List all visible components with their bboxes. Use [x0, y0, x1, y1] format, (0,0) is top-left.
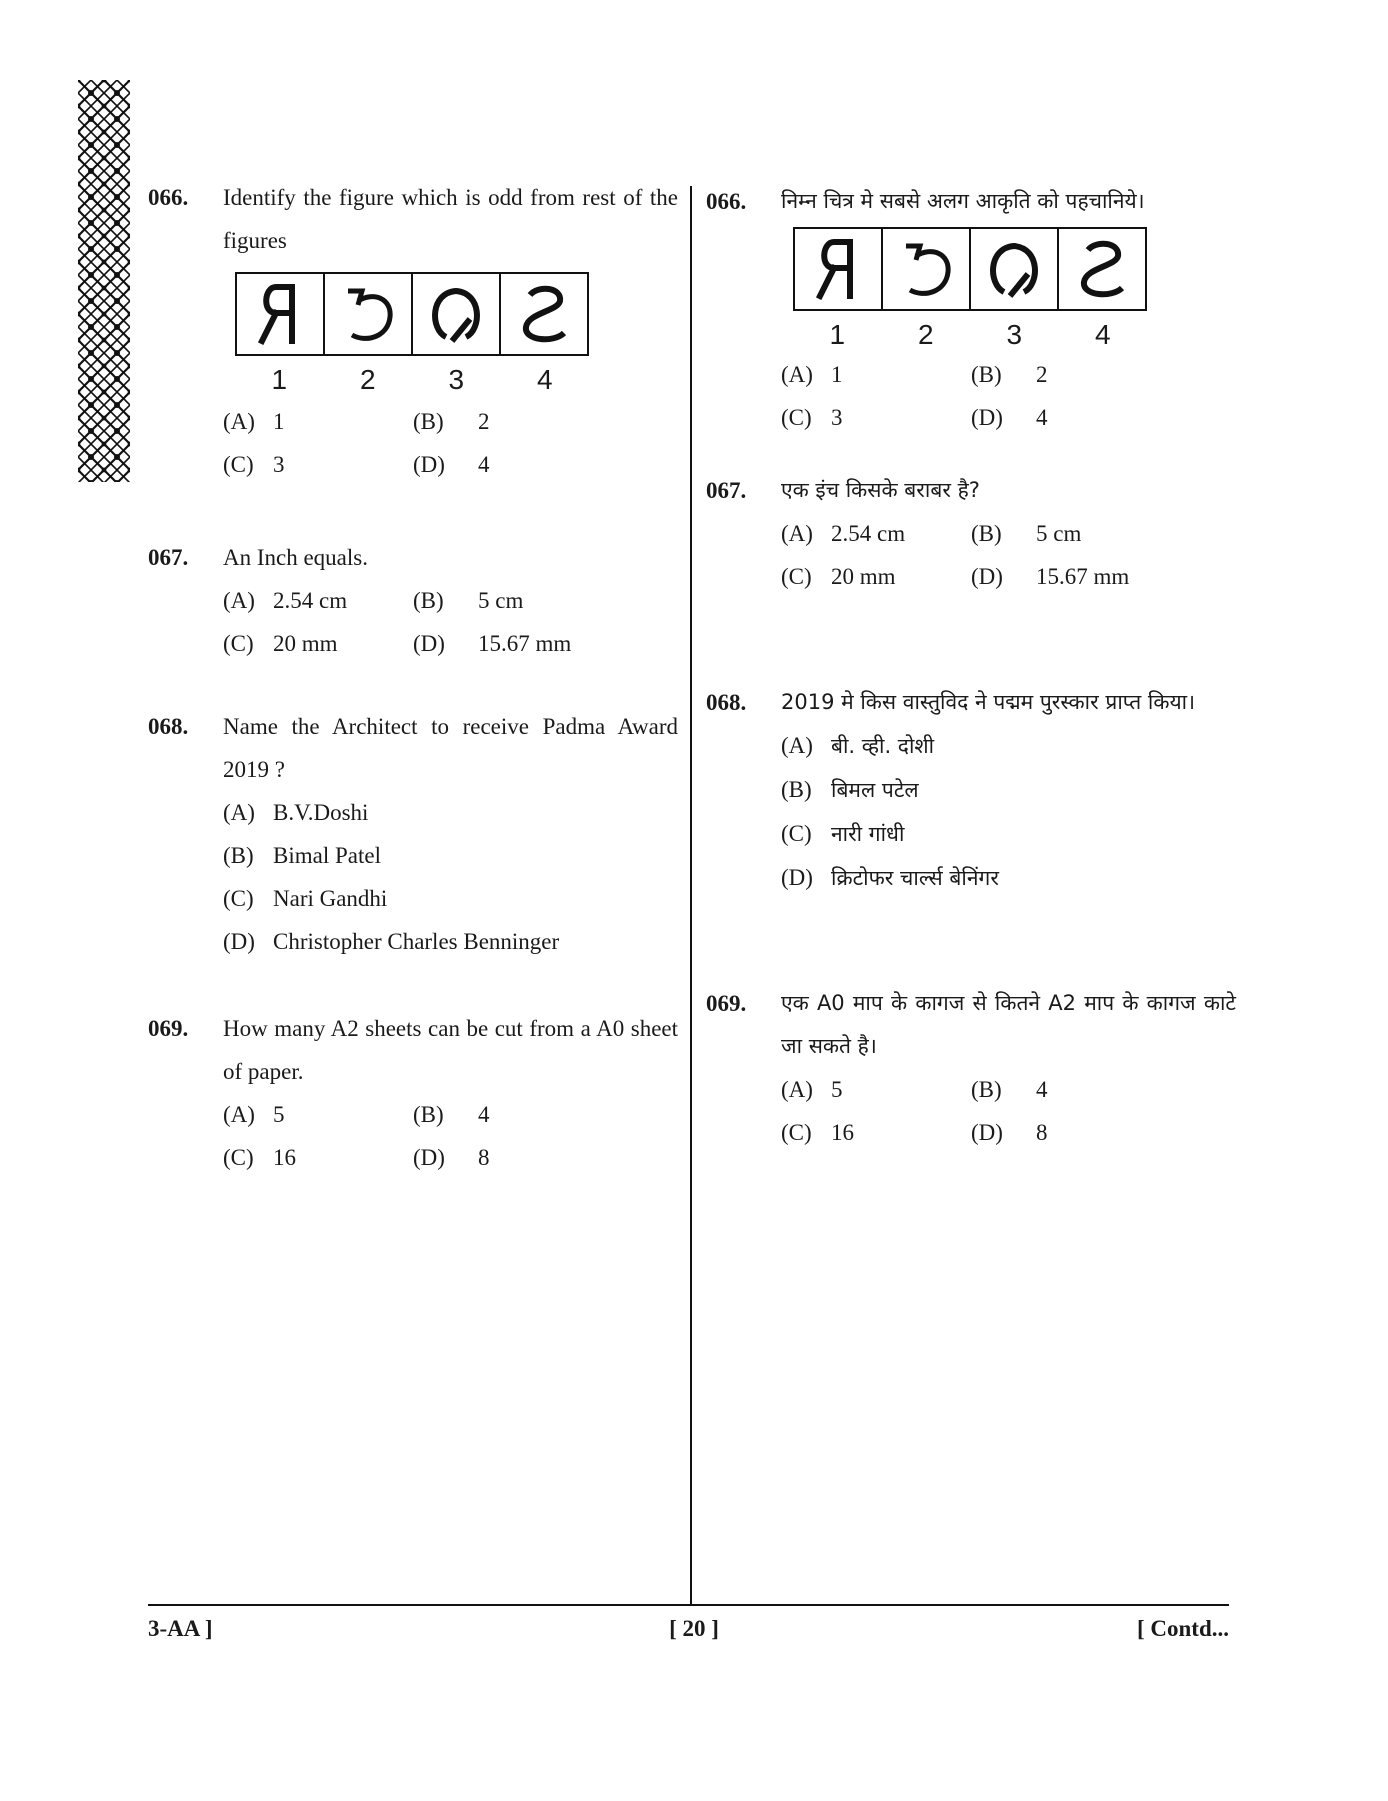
- figure-label-3: 3: [448, 364, 465, 395]
- question-069-hi: [706, 982, 1236, 1154]
- option-c[interactable]: (C) 3: [223, 452, 285, 477]
- option-b[interactable]: (B) 2: [413, 409, 490, 434]
- option-a[interactable]: (A) 1: [781, 362, 843, 387]
- option-d[interactable]: (D) 15.67 mm: [971, 564, 1130, 589]
- hindi-column: [706, 176, 1236, 1154]
- question-text: एक इंच किसके बराबर है?: [781, 478, 980, 502]
- question-text: How many A2 sheets can be cut from a A0 sheet of paper.: [223, 1016, 678, 1084]
- figure-label-4: 4: [1094, 319, 1111, 350]
- option-a[interactable]: (A) बी. व्ही. दोशी: [781, 733, 935, 758]
- option-c[interactable]: (C) Nari Gandhi: [223, 886, 388, 911]
- option-b[interactable]: (B) 4: [413, 1102, 490, 1127]
- curl-glyph-icon: [896, 238, 956, 300]
- option-b[interactable]: (B) 4: [971, 1077, 1048, 1102]
- question-067-en: [148, 536, 678, 665]
- paper-code: 3-AA ]: [148, 1616, 213, 1641]
- figure-cell-3: [413, 274, 501, 354]
- decorative-border-pattern: [78, 80, 130, 482]
- question-number: 066.: [148, 185, 189, 210]
- option-a[interactable]: (A) 2.54 cm: [781, 521, 906, 546]
- option-c[interactable]: (C) 3: [781, 405, 843, 430]
- option-a[interactable]: (A) 5: [781, 1077, 843, 1102]
- reversed-r-glyph-icon: [808, 238, 868, 300]
- option-a[interactable]: (A) B.V.Doshi: [223, 800, 369, 825]
- s-glyph-icon: [1072, 238, 1132, 300]
- option-d[interactable]: (D) 8: [971, 1120, 1048, 1145]
- options-grid: [781, 353, 1236, 439]
- curl-glyph-icon: [338, 283, 398, 345]
- option-c[interactable]: (C) 20 mm: [781, 564, 896, 589]
- options-grid: [781, 1068, 1236, 1154]
- question-066-en: [148, 176, 678, 486]
- figure-cell-2: [883, 229, 971, 309]
- option-d[interactable]: (D) 8: [413, 1145, 490, 1170]
- figure-cell-1: [795, 229, 883, 309]
- options-grid: [223, 400, 678, 486]
- option-a[interactable]: (A) 1: [223, 409, 285, 434]
- question-number: 067.: [706, 478, 747, 503]
- option-d[interactable]: (D) 15.67 mm: [413, 631, 572, 656]
- question-068-hi: [706, 681, 1236, 900]
- option-d[interactable]: (D) Christopher Charles Benninger: [223, 929, 560, 954]
- option-b[interactable]: (B) 5 cm: [971, 521, 1082, 546]
- odd-figure-diagram: [235, 272, 678, 396]
- page-number: [ 20 ]: [669, 1616, 719, 1641]
- question-text: एक A0 माप के कागज से कितने A2 माप के कागज काटे जा सकते है।: [781, 991, 1236, 1058]
- question-067-hi: [706, 469, 1236, 598]
- figure-label-4: 4: [536, 364, 553, 395]
- question-text: Name the Architect to receive Padma Award 2019 ?: [223, 714, 678, 782]
- option-b[interactable]: (B) 2: [971, 362, 1048, 387]
- question-number: 069.: [148, 1016, 189, 1041]
- question-number: 068.: [148, 714, 189, 739]
- figure-label-1: 1: [829, 319, 846, 350]
- figure-cell-1: [237, 274, 325, 354]
- english-column: [148, 176, 678, 1179]
- option-c[interactable]: (C) 16: [781, 1120, 854, 1145]
- option-a[interactable]: (A) 2.54 cm: [223, 588, 348, 613]
- question-068-en: [148, 705, 678, 963]
- loop-glyph-icon: [426, 283, 486, 345]
- odd-figure-diagram: [793, 227, 1236, 351]
- loop-glyph-icon: [984, 238, 1044, 300]
- question-066-hi: [706, 180, 1236, 439]
- question-number: 067.: [148, 545, 189, 570]
- option-d[interactable]: (D) 4: [413, 452, 490, 477]
- option-d[interactable]: (D) 4: [971, 405, 1048, 430]
- figure-label-3: 3: [1006, 319, 1023, 350]
- option-b[interactable]: (B) 5 cm: [413, 588, 524, 613]
- s-glyph-icon: [514, 283, 574, 345]
- question-text: निम्न चित्र मे सबसे अलग आकृति को पहचानिये।: [781, 189, 1145, 213]
- figure-cell-4: [1059, 229, 1145, 309]
- question-number: 068.: [706, 690, 747, 715]
- question-number: 066.: [706, 189, 747, 214]
- figure-cell-2: [325, 274, 413, 354]
- figure-label-1: 1: [271, 364, 288, 395]
- question-number: 069.: [706, 991, 747, 1016]
- reversed-r-glyph-icon: [250, 283, 310, 345]
- question-069-en: [148, 1007, 678, 1179]
- option-d[interactable]: (D) क्रिटोफर चार्ल्स बेनिंगर: [781, 865, 999, 890]
- question-text: 2019 मे किस वास्तुविद ने पद्मम पुरस्कार प्राप्त किया।: [781, 690, 1196, 714]
- figure-label-2: 2: [917, 319, 934, 350]
- option-c[interactable]: (C) 20 mm: [223, 631, 338, 656]
- figure-cell-4: [501, 274, 587, 354]
- figure-cell-3: [971, 229, 1059, 309]
- option-b[interactable]: (B) बिमल पटेल: [781, 777, 919, 802]
- column-divider: [690, 186, 692, 1605]
- option-a[interactable]: (A) 5: [223, 1102, 285, 1127]
- footer-rule: [148, 1604, 1229, 1606]
- continued-label: [ Contd...: [1136, 1616, 1229, 1641]
- question-text: An Inch equals.: [223, 545, 368, 570]
- figure-label-2: 2: [359, 364, 376, 395]
- options-grid: [781, 512, 1236, 598]
- option-c[interactable]: (C) नारी गांधी: [781, 821, 905, 846]
- option-b[interactable]: (B) Bimal Patel: [223, 843, 381, 868]
- options-grid: [223, 579, 678, 665]
- question-text: Identify the figure which is odd from rest of the figures: [223, 185, 678, 253]
- options-grid: [223, 1093, 678, 1179]
- option-c[interactable]: (C) 16: [223, 1145, 296, 1170]
